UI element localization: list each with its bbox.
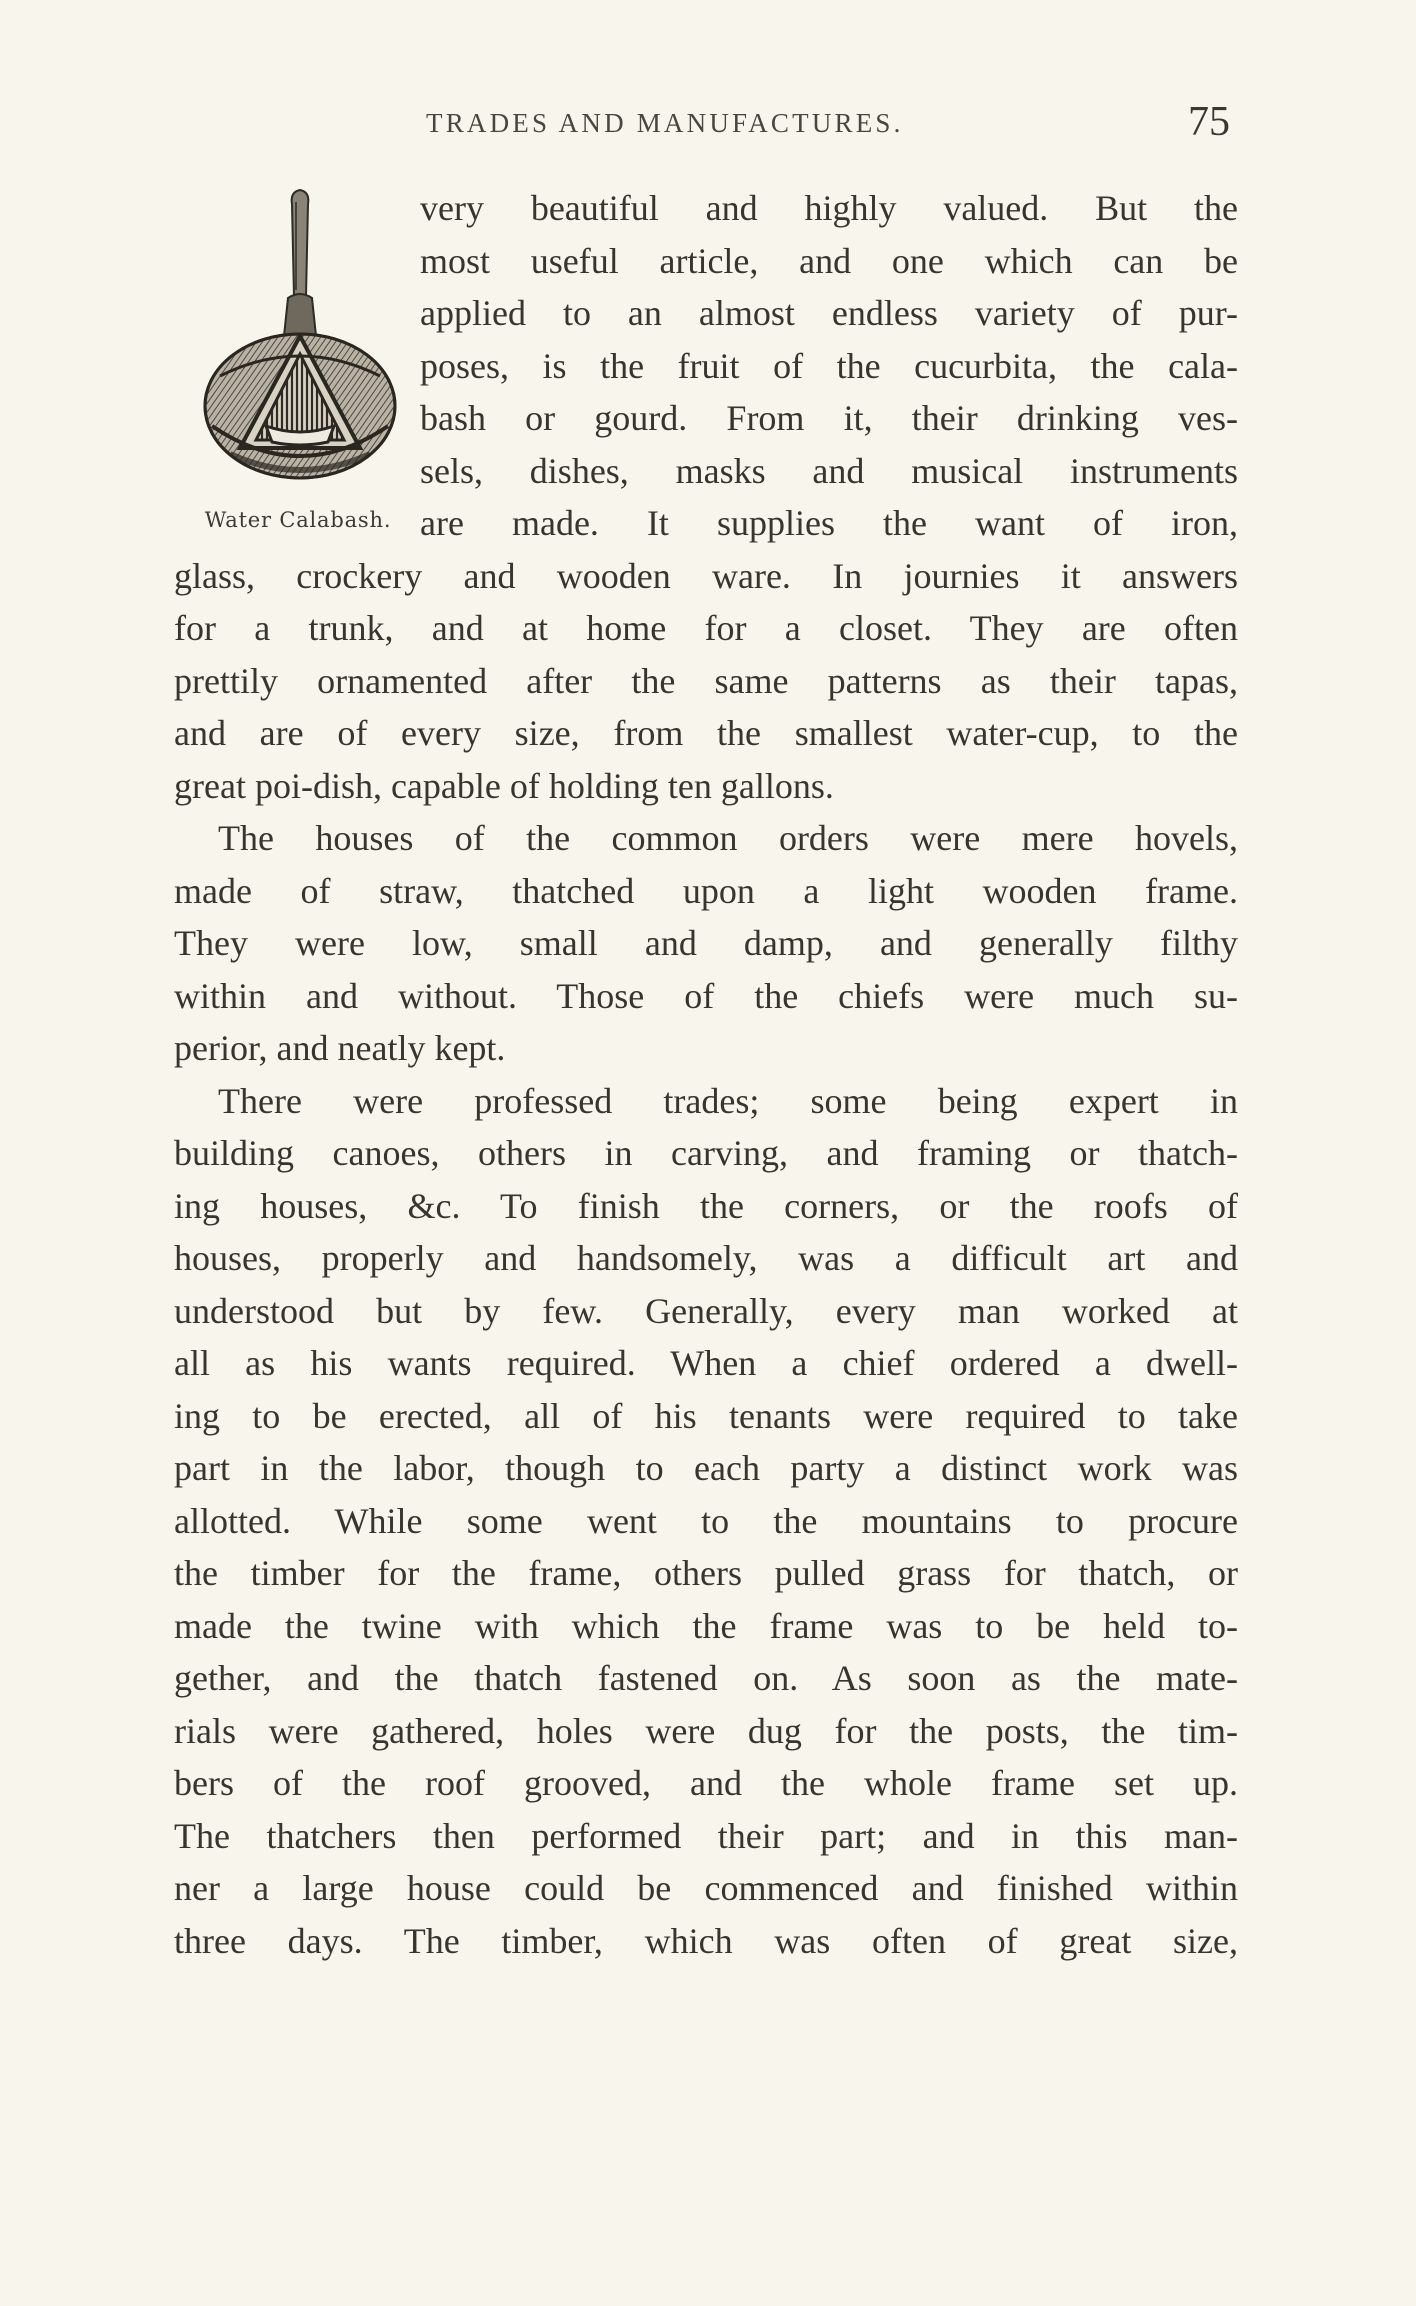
paragraph-start-line: The houses of the common orders were mere hovels, <box>218 818 1238 858</box>
text-line: made of straw, thatched upon a light wooden frame. <box>174 870 1238 911</box>
text-line: for a trunk, and at home for a closet. They are often <box>174 608 1238 648</box>
text-line: are made. It supplies the want of iron, <box>420 503 1238 543</box>
text-line: very beautiful and highly valued. But the <box>420 188 1238 228</box>
text-line: allotted. While some went to the mountains to procure <box>174 1500 1238 1541</box>
text-line: bers of the roof grooved, and the whole frame set up. <box>174 1763 1238 1803</box>
text-line: sels, dishes, masks and musical instruments <box>420 450 1238 491</box>
body-text <box>174 182 1238 1967</box>
text-line: houses, properly and handsomely, was a difficult art and <box>174 1238 1238 1278</box>
text-line: They were low, small and damp, and generally filthy <box>174 923 1238 963</box>
text-line: building canoes, others in carving, and framing or thatch- <box>174 1133 1238 1173</box>
text-line: ing to be erected, all of his tenants were required to take <box>174 1395 1238 1436</box>
paragraph-start-line: There were professed trades; some being expert in <box>218 1080 1238 1121</box>
text-line: rials were gathered, holes were dug for the posts, the tim- <box>174 1710 1238 1751</box>
text-line: applied to an almost endless variety of pur- <box>420 293 1238 333</box>
text-line: gether, and the thatch fastened on. As soon as the mate- <box>174 1658 1238 1698</box>
text-line: understood but by few. Generally, every man worked at <box>174 1290 1238 1331</box>
text-line: prettily ornamented after the same patterns as their tapas, <box>174 660 1238 701</box>
text-line: made the twine with which the frame was to be held to- <box>174 1605 1238 1646</box>
running-head <box>0 100 1416 152</box>
text-line: ner a large house could be commenced and finished within <box>174 1868 1238 1908</box>
text-line: glass, crockery and wooden ware. In journies it answers <box>174 555 1238 596</box>
page-number: 75 <box>1188 99 1230 145</box>
text-line: all as his wants required. When a chief ordered a dwell- <box>174 1343 1238 1383</box>
text-line: poses, is the fruit of the cucurbita, the cala- <box>420 345 1238 386</box>
text-line: perior, and neatly kept. <box>174 1028 506 1068</box>
text-line: the timber for the frame, others pulled grass for thatch, or <box>174 1553 1238 1593</box>
figure-caption: Water Calabash. <box>204 508 392 532</box>
text-line: ing houses, &c. To finish the corners, or the roofs of <box>174 1185 1238 1226</box>
text-line: part in the labor, though to each party a distinct work was <box>174 1448 1238 1488</box>
text-line: most useful article, and one which can be <box>420 240 1238 281</box>
text-line: great poi-dish, capable of holding ten gallons. <box>174 765 834 806</box>
running-title: TRADES AND MANUFACTURES. <box>426 108 904 138</box>
text-line: The thatchers then performed their part; and in this man- <box>174 1815 1238 1856</box>
text-line: within and without. Those of the chiefs were much su- <box>174 975 1238 1016</box>
text-line: bash or gourd. From it, their drinking ves- <box>420 398 1238 438</box>
text-line: and are of every size, from the smallest water-cup, to the <box>174 713 1238 753</box>
text-line: three days. The timber, which was often of great size, <box>174 1920 1238 1961</box>
